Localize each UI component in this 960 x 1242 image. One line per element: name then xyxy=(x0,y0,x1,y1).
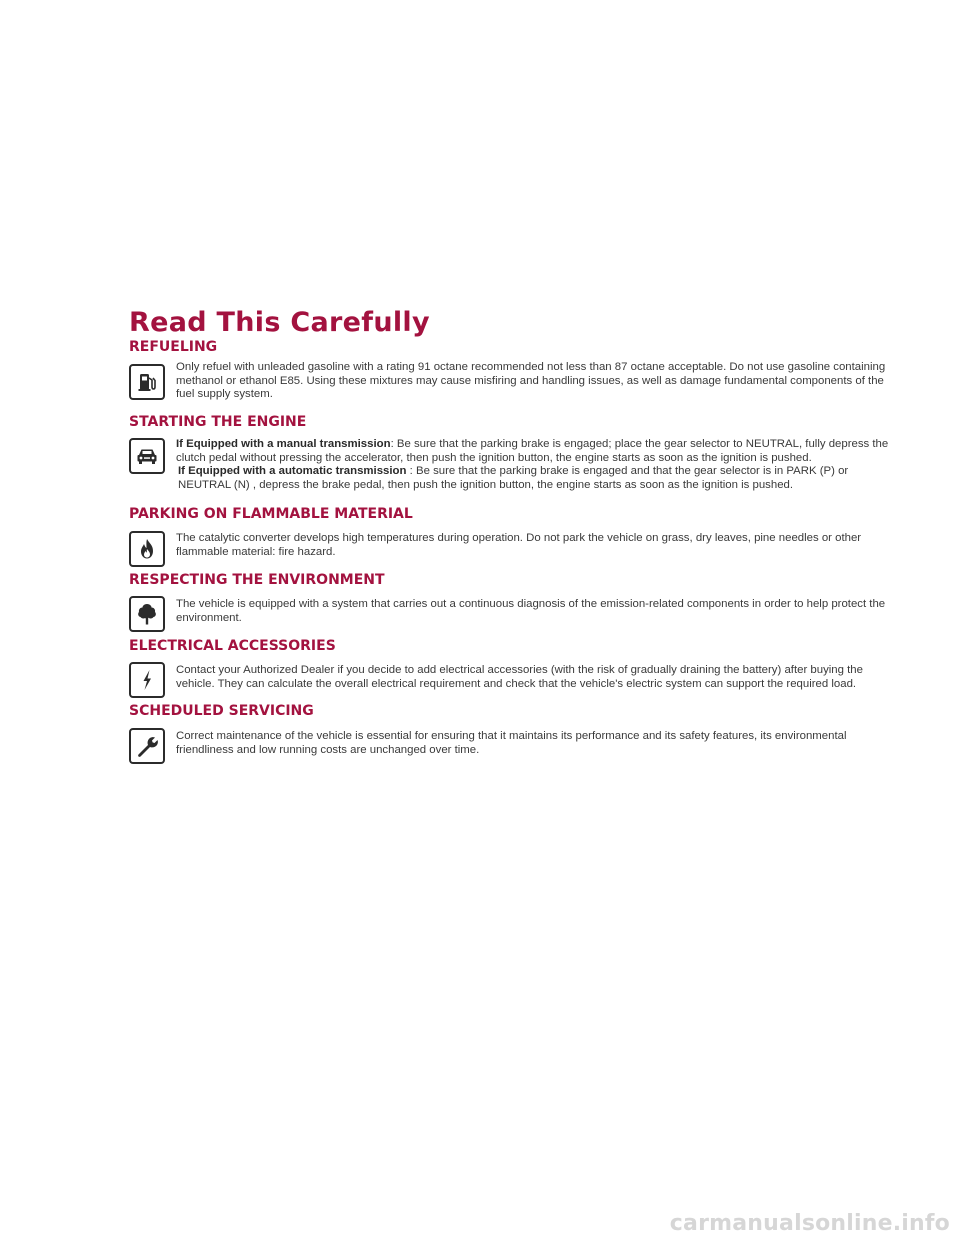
fuel-pump-icon xyxy=(129,364,165,400)
section-heading-starting-engine: STARTING THE ENGINE xyxy=(129,414,307,430)
section-body-starting-engine xyxy=(176,438,896,492)
section-body-electrical xyxy=(176,664,896,691)
watermark: carmanualsonline.info xyxy=(669,1211,950,1236)
automatic-transmission-label: If Equipped with a automatic transmission xyxy=(178,465,407,478)
section-body-parking-flammable xyxy=(176,532,896,559)
section-heading-parking-flammable: PARKING ON FLAMMABLE MATERIAL xyxy=(129,506,413,522)
section-heading-electrical: ELECTRICAL ACCESSORIES xyxy=(129,638,336,654)
environment-text: The vehicle is equipped with a system that carries out a continuous diagnosis of the emission-related components in order to help protect the environment. xyxy=(176,598,886,624)
tree-icon xyxy=(129,596,165,632)
refueling-text: Only refuel with unleaded gasoline with a rating 91 octane recommended not less than 87 octane acceptable. Do not use gasoline containing methanol or ethanol E85. Using these mixtures may cause misfiring and handling issues, as well as damage fundamental components of the fuel supply system. xyxy=(176,361,886,401)
lightning-icon xyxy=(129,662,165,698)
car-front-icon xyxy=(129,438,165,474)
section-heading-refueling: REFUELING xyxy=(129,339,218,355)
automatic-transmission-text xyxy=(176,465,896,492)
automatic-transmission-instructions: : Be sure that the parking brake is engaged and that the gear selector is in PARK (P) or NEUTRAL (N) , depress the brake pedal, then push the ignition button, the engine starts as soon as the ignition is pushed. xyxy=(178,465,849,491)
section-heading-environment: RESPECTING THE ENVIRONMENT xyxy=(129,572,385,588)
section-body-servicing xyxy=(176,730,896,757)
page-title: Read This Carefully xyxy=(129,307,430,338)
manual-transmission-text xyxy=(176,438,896,465)
electrical-text: Contact your Authorized Dealer if you decide to add electrical accessories (with the risk of gradually draining the battery) after buying the vehicle. They can calculate the overall electrical requirement and check that the vehicle's electric system can support the required load. xyxy=(176,664,863,690)
section-body-refueling xyxy=(176,361,896,402)
section-heading-servicing: SCHEDULED SERVICING xyxy=(129,703,314,719)
manual-transmission-label: If Equipped with a manual transmission xyxy=(176,438,391,450)
parking-flammable-text: The catalytic converter develops high temperatures during operation. Do not park the vehicle on grass, dry leaves, pine needles or other flammable material: fire hazard. xyxy=(176,532,862,558)
wrench-icon xyxy=(129,728,165,764)
servicing-text: Correct maintenance of the vehicle is essential for ensuring that it maintains its performance and its safety features, its environmental friendliness and low running costs are unchanged over time. xyxy=(176,730,847,756)
flame-icon xyxy=(129,531,165,567)
section-body-environment xyxy=(176,598,896,625)
manual-transmission-instructions: : Be sure that the parking brake is engaged; place the gear selector to NEUTRAL, fully depress the clutch pedal without pressing the accelerator, then push the ignition button, the engine starts as soon as the ignition is pushed. xyxy=(176,438,889,464)
